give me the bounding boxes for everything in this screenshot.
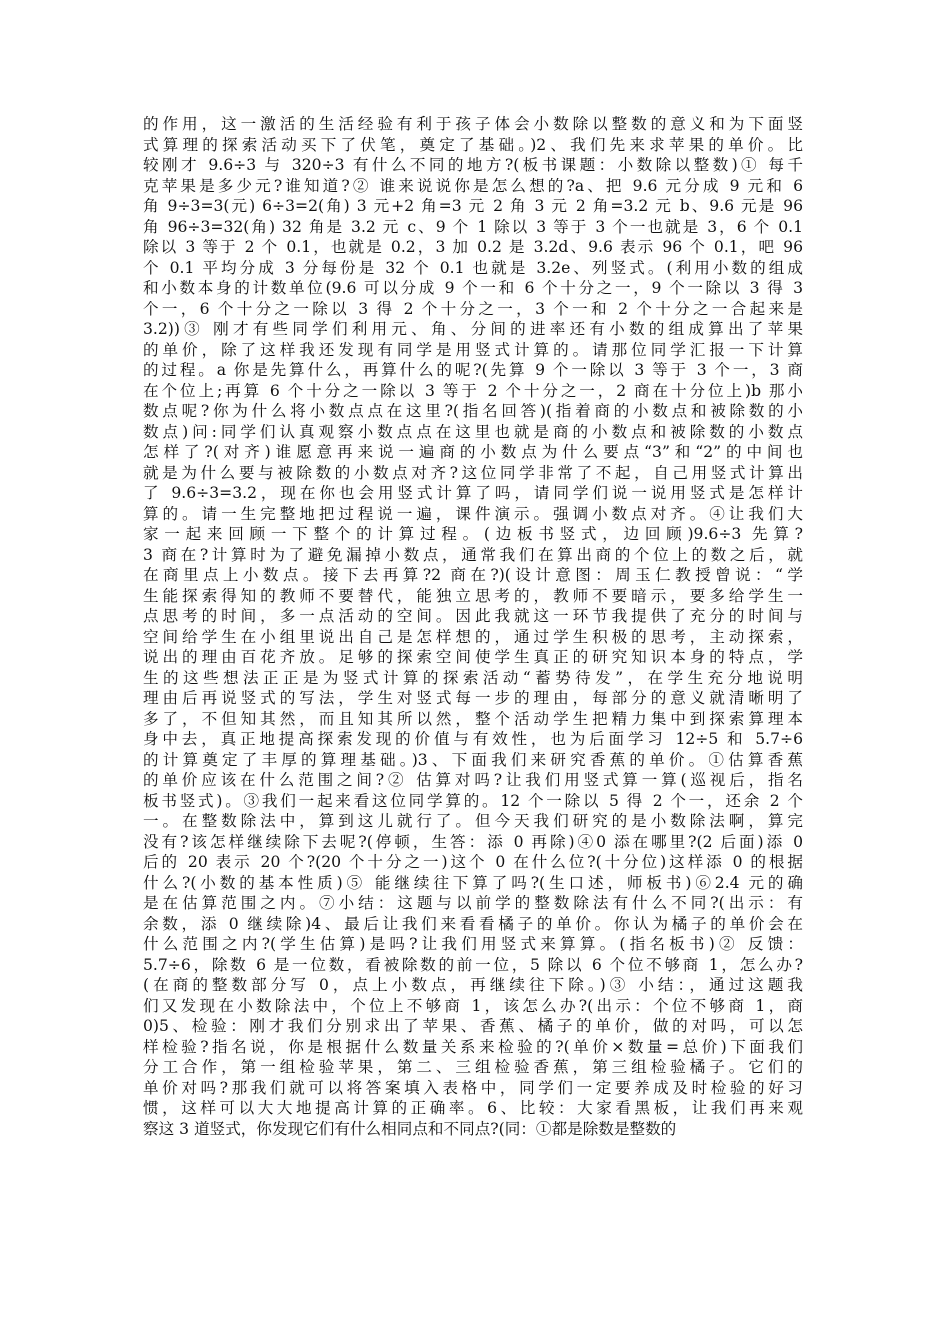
text-line: 板书竖式)。③我们一起来看这位同学算的。12 个一除以 5 得 2 个一，还余 2 个 xyxy=(143,791,803,810)
text-line: 除以 3 等于 2 个 0.1，也就是 0.2，3 加 0.2 是 3.2d、9.6 表示 96 个 0.1，吧 96 xyxy=(143,238,803,256)
text-line: 样检验?指名说，你是根据什么数量关系来检验的?(单价×数量=总价)下面我们 xyxy=(143,1037,803,1056)
text-line: 是在估算范围之内。⑦小结：这题与以前学的整数除法有什么不同?(出示：有 xyxy=(143,894,803,912)
body-text xyxy=(143,114,803,1139)
text-line: 3.2))③ 刚才有些同学们利用元、角、分间的进率还有小数的组成算出了苹果 xyxy=(143,320,803,338)
text-line: 什么?(小数的基本性质)⑤ 能继续往下算了吗?(生口述，师板书)⑥2.4 元的确 xyxy=(143,873,803,892)
text-line: 什么范围之内?(学生估算)是吗?让我们用竖式来算算。(指名板书)② 反馈： xyxy=(143,935,803,953)
text-line: 生能探索得知的教师不要替代，能独立思考的，教师不要暗示，要多给学生一 xyxy=(143,586,803,605)
text-line: 0)5、检验：刚才我们分别求出了苹果、香蕉、橘子的单价，做的对吗，可以怎 xyxy=(143,1017,803,1035)
text-line: 了 9.6÷3=3.2，现在你也会用竖式计算了吗，请同学们说一说用竖式是怎样计 xyxy=(143,484,803,502)
text-line: 余数，添 0 继续除)4、最后让我们来看看橘子的单价。你认为橘子的单价会在 xyxy=(143,914,803,933)
text-line: 在个位上;再算 6 个十分之一除以 3 等于 2 个十分之一，2 商在十分位上)b 那小 xyxy=(143,381,803,400)
text-line: 数点呢?你为什么将小数点点在这里?(指名回答)(指着商的小数点和被除数的小 xyxy=(143,402,803,420)
text-line: (在商的整数部分写 0，点上小数点，再继续往下除。)③ 小结：，通过这题我 xyxy=(143,976,803,994)
text-line: 较刚才 9.6÷3 与 320÷3 有什么不同的地方?(板书课题：小数除以整数)① 每千 xyxy=(143,156,803,174)
text-line: 察这 3 道竖式，你发现它们有什么相同点和不同点?(同：①都是除数是整数的 xyxy=(143,1119,677,1138)
text-line: 的单价，除了这样我还发现有同学是用竖式计算的。请那位同学汇报一下计算 xyxy=(143,340,803,359)
text-line: 就是为什么要与被除数的小数点对齐?这位同学非常了不起，自己用竖式计算出 xyxy=(143,463,803,482)
text-line: 角 96÷3=32(角) 32 角是 3.2 元 c、9 个 1 除以 3 等于 3 个一也就是 3，6 个 0.1 xyxy=(143,217,803,236)
text-line: 空间给学生在小组里说出自己是怎样想的，通过学生积极的思考，主动探索， xyxy=(143,627,803,646)
text-line: 个 0.1 平均分成 3 分每份是 32 个 0.1 也就是 3.2e、列竖式。(利用小数的组成 xyxy=(143,258,803,277)
text-line: 单价对吗?那我们就可以将答案填入表格中，同学们一定要养成及时检验的好习 xyxy=(143,1078,803,1097)
text-line: 3 商在?计算时为了避免漏掉小数点，通常我们在算出商的个位上的数之后，就 xyxy=(143,545,803,564)
text-line: 怎样了?(对齐)谁愿意再来说一遍商的小数点为什么要点“3”和“2”的中间也 xyxy=(143,443,803,461)
text-line: 们又发现在小数除法中，个位上不够商 1，该怎么办?(出示：个位不够商 1，商 xyxy=(143,996,803,1015)
text-line: 个一，6 个十分之一除以 3 得 2 个十分之一，3 个一和 2 个十分之一合起来是 xyxy=(143,299,803,318)
text-line: 的单价应该在什么范围之间?② 估算对吗?让我们用竖式算一算(巡视后，指名 xyxy=(143,771,803,789)
text-line: 在商里点上小数点。接下去再算?2 商在?)(设计意图：周玉仁教授曾说：“学 xyxy=(143,566,803,584)
text-line: 惯，这样可以大大地提高计算的正确率。6、比较：大家看黑板，让我们再来观 xyxy=(143,1099,803,1117)
text-line: 一。在整数除法中，算到这儿就行了。但今天我们研究的是小数除法啊，算完 xyxy=(143,812,803,830)
text-line: 后的 20 表示 20 个?(20 个十分之一)这个 0 在什么位?(十分位)这样添 0 的根据 xyxy=(143,853,803,871)
text-line: 分工合作，第一组检验苹果，第二、三组检验香蕉，第三组检验橘子。它们的 xyxy=(143,1058,803,1076)
text-line: 点思考的时间，多一点活动的空间。因此我就这一环节我提供了充分的时间与 xyxy=(143,607,803,625)
text-line: 式算理的探索活动买下了伏笔，奠定了基础。)2、我们先来求苹果的单价。比 xyxy=(143,135,803,154)
text-line: 和小数本身的计数单位(9.6 可以分成 9 个一和 6 个十分之一，9 个一除以 3 得 3 xyxy=(143,279,803,297)
text-line: 说出的理由百花齐放。足够的探索空间使学生真正的研究知识本身的特点，学 xyxy=(143,648,803,666)
text-line: 算的。请一生完整地把过程说一遍，课件演示。强调小数点对齐。④让我们大 xyxy=(143,504,803,523)
text-line: 生的这些想法正正是为竖式计算的探索活动“蓄势待发”，在学生充分地说明 xyxy=(143,668,803,687)
text-line: 多了，不但知其然，而且知其所以然，整个活动学生把精力集中到探索算理本 xyxy=(143,709,803,728)
text-line: 数点)问:同学们认真观察小数点点在这里也就是商的小数点和被除数的小数点 xyxy=(143,422,803,441)
text-line: 家一起来回顾一下整个的计算过程。(边板书竖式，边回顾)9.6÷3 先算? xyxy=(143,525,803,543)
text-line: 身中去，真正地提高探索发现的价值与有效性，也为后面学习 12÷5 和 5.7÷6 xyxy=(143,730,803,748)
text-line: 的计算奠定了丰厚的算理基础。)3、下面我们来研究香蕉的单价。①估算香蕉 xyxy=(143,750,803,769)
text-line: 没有?该怎样继续除下去呢?(停顿，生答：添 0 再除)④0 添在哪里?(2 后面)添 0 xyxy=(143,832,803,851)
text-line: 5.7÷6，除数 6 是一位数，看被除数的前一位，5 除以 6 个位不够商 1，怎么办? xyxy=(143,955,803,974)
text-line: 的过程。a 你是先算什么，再算什么的呢?(先算 9 个一除以 3 等于 3 个一，3 商 xyxy=(143,361,803,379)
text-line: 理由后再说竖式的写法，学生对竖式每一步的理由，每部分的意义就清晰明了 xyxy=(143,689,803,707)
text-line: 角 9÷3=3(元) 6÷3=2(角) 3 元+2 角=3 元 2 角 3 元 2 角=3.2 元 b、9.6 元是 96 xyxy=(143,197,803,215)
text-line: 克苹果是多少元?谁知道?② 谁来说说你是怎么想的?a、把 9.6 元分成 9 元和 6 xyxy=(143,176,803,195)
text-line: 的作用，这一激活的生活经验有利于孩子体会小数除以整数的意义和为下面竖 xyxy=(143,115,803,133)
